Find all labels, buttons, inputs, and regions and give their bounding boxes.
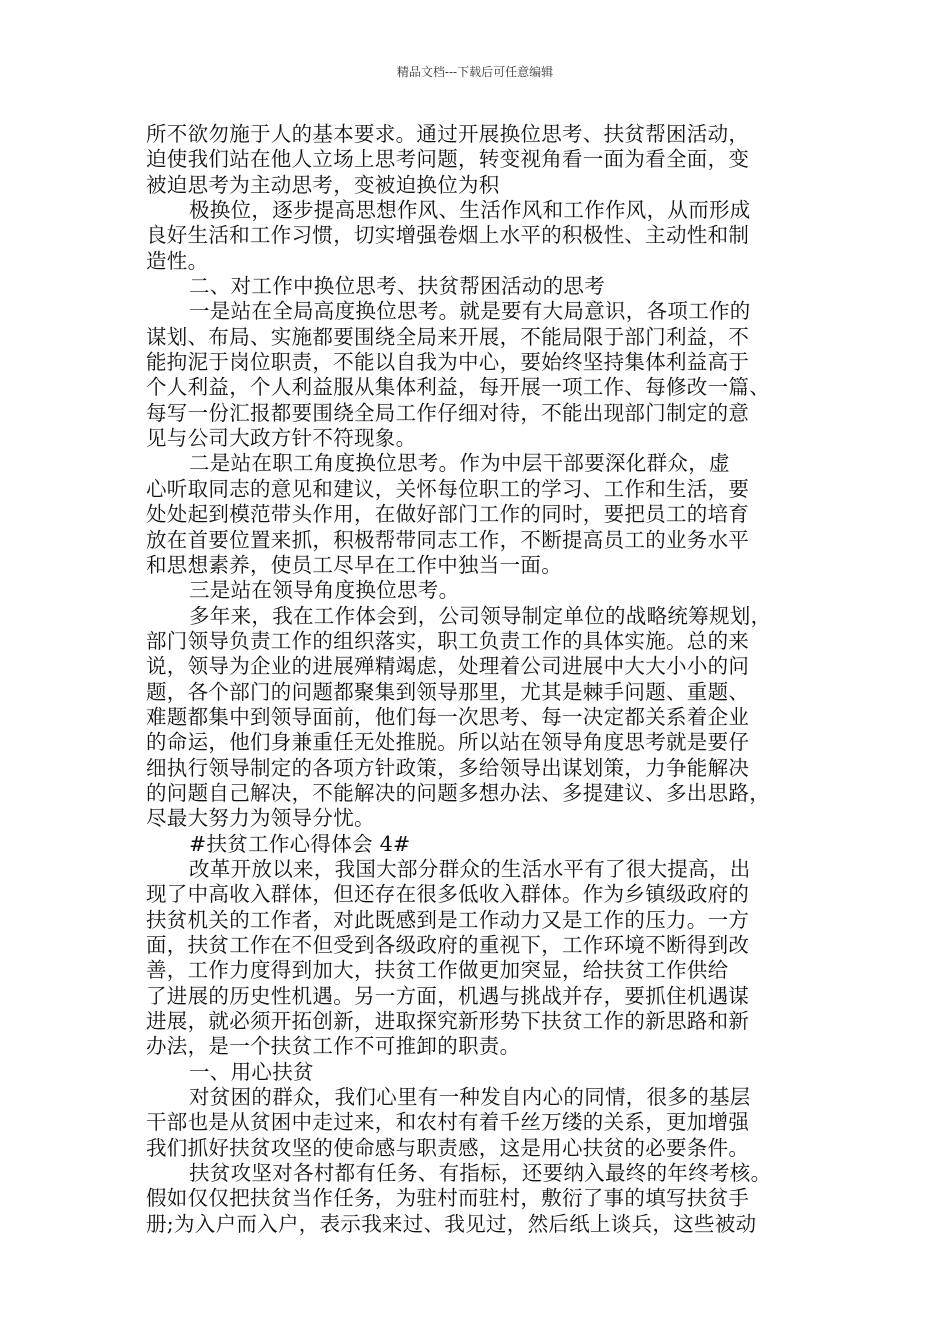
text-line: 被迫思考为主动思考，变被迫换位为积 — [146, 172, 500, 197]
text-line: 我们抓好扶贫攻坚的使命感与职责感，这是用心扶贫的必要条件。 — [146, 1135, 750, 1160]
text-line: 善，工作力度得到加大，扶贫工作做更加突显，给扶贫工作供给 — [146, 958, 729, 983]
text-line: 一、用心扶贫 — [189, 1059, 314, 1084]
text-line: 了进展的历史性机遇。另一方面，机遇与挑战并存，要抓住机遇谋 — [146, 983, 750, 1008]
text-line: 迫使我们站在他人立场上思考问题，转变视角看一面为看全面，变 — [146, 147, 750, 172]
text-line: 面，扶贫工作在不但受到各级政府的重视下，工作环境不断得到改 — [146, 933, 750, 957]
text-line: 极换位，逐步提高思想作风、生活作风和工作作风，从而形成 — [189, 198, 751, 223]
text-line: 见与公司大政方针不符现象。 — [146, 426, 417, 451]
text-line: 进展，就必须开拓创新，进取探究新形势下扶贫工作的新思路和新 — [146, 1009, 750, 1034]
text-line: 扶贫机关的工作者，对此既感到是工作动力又是工作的压力。一方 — [146, 907, 750, 932]
text-line: 三是站在领导角度换位思考。 — [189, 578, 460, 603]
text-line: 干部也是从贫困中走过来，和农村有着千丝万缕的关系，更加增强 — [146, 1110, 750, 1135]
text-line: 的问题自己解决，不能解决的问题多想办法、多提建议、多出思路， — [146, 780, 770, 805]
text-line: 多年来，我在工作体会到，公司领导制定单位的战略统筹规划， — [189, 603, 772, 628]
text-line: 现了中高收入群体，但还存在很多低收入群体。作为乡镇级政府的 — [146, 882, 750, 907]
text-line: 题，各个部门的问题都聚集到领导那里，尤其是棘手问题、重题、 — [146, 679, 750, 704]
text-line: 的命运，他们身兼重任无处推脱。所以站在领导角度思考就是要仔 — [146, 730, 750, 755]
text-line: 改革开放以来，我国大部分群众的生活水平有了很大提高，出 — [189, 856, 751, 881]
text-line: 一是站在全局高度换位思考。就是要有大局意识，各项工作的 — [189, 299, 751, 324]
text-line: 心听取同志的意见和建议，关怀每位职工的学习、工作和生活，要 — [146, 476, 750, 501]
text-line: 办法，是一个扶贫工作不可推卸的职责。 — [146, 1034, 521, 1059]
text-line: 放在首要位置来抓，积极帮带同志工作，不断提高员工的业务水平 — [146, 527, 750, 552]
text-line: 每写一份汇报都要围绕全局工作仔细对待，不能出现部门制定的意 — [146, 400, 750, 425]
text-line: 能拘泥于岗位职责，不能以自我为中心，要始终坚持集体利益高于 — [146, 350, 750, 375]
text-line: 册;为入户而入户，表示我来过、我见过，然后纸上谈兵，这些被动 — [146, 1211, 757, 1236]
text-line: 尽最大努力为领导分忧。 — [146, 806, 375, 831]
text-line: 说，领导为企业的进展殚精竭虑，处理着公司进展中大大小小的问 — [146, 654, 750, 679]
text-line: 细执行领导制定的各项方针政策，多给领导出谋划策，力争能解决 — [146, 755, 750, 780]
text-line: #扶贫工作心得体会 4# — [189, 831, 411, 856]
text-line: 处处起到模范带头作用，在做好部门工作的同时，要把员工的培育 — [146, 502, 750, 527]
document-body — [146, 122, 826, 1237]
text-line: 和思想素养，使员工尽早在工作中独当一面。 — [146, 552, 562, 577]
page-header: 精品文档---下载后可任意编辑 — [396, 65, 554, 79]
text-line: 良好生活和工作习惯，切实增强卷烟上水平的积极性、主动性和制 — [146, 223, 750, 248]
text-line: 假如仅仅把扶贫当作任务，为驻村而驻村，敷衍了事的填写扶贫手 — [146, 1186, 750, 1211]
text-line: 对贫困的群众，我们心里有一种发自内心的同情，很多的基层 — [189, 1085, 751, 1110]
text-line: 所不欲勿施于人的基本要求。通过开展换位思考、扶贫帮困活动， — [146, 122, 750, 146]
text-line: 二、对工作中换位思考、扶贫帮困活动的思考 — [189, 274, 605, 299]
text-line: 个人利益，个人利益服从集体利益，每开展一项工作、每修改一篇、 — [146, 375, 770, 400]
text-line: 难题都集中到领导面前，他们每一次思考、每一决定都关系着企业 — [146, 704, 750, 729]
text-line: 部门领导负责工作的组织落实，职工负责工作的具体实施。总的来 — [146, 628, 750, 653]
text-line: 造性。 — [146, 248, 209, 273]
text-line: 扶贫攻坚对各村都有任务、有指标，还要纳入最终的年终考核。 — [189, 1161, 772, 1186]
text-line: 二是站在职工角度换位思考。作为中层干部要深化群众，虚 — [189, 451, 730, 476]
text-line: 谋划、布局、实施都要围绕全局来开展，不能局限于部门利益，不 — [146, 324, 750, 349]
